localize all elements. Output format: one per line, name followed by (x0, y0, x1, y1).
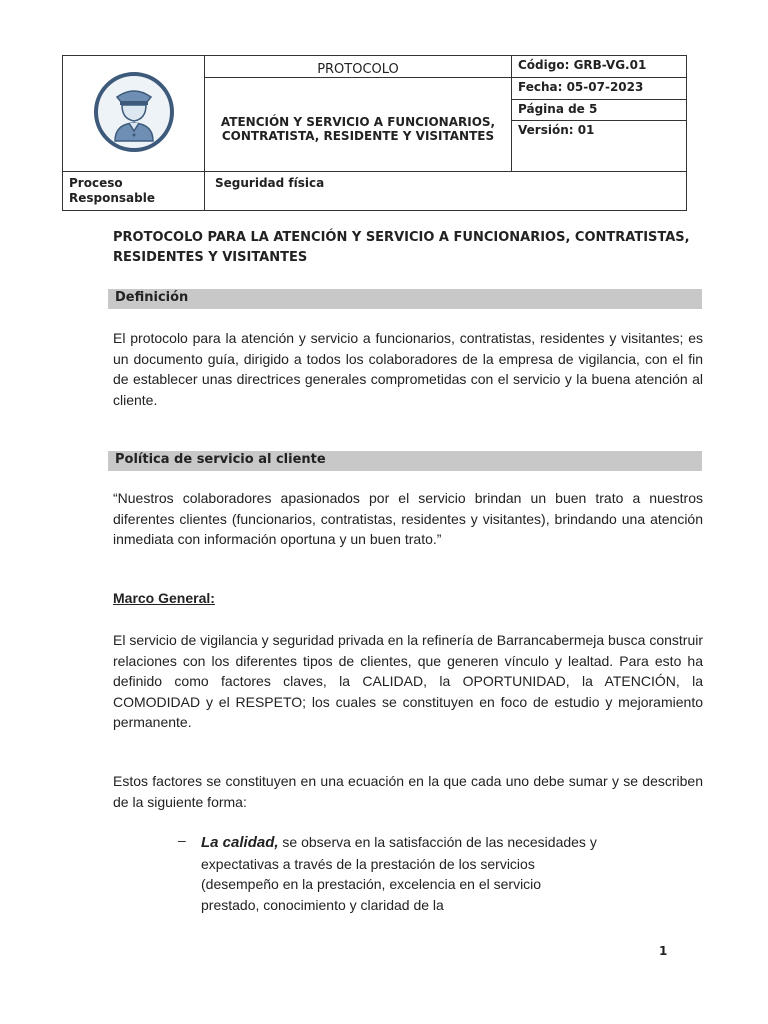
section-heading-definicion: Definición (115, 290, 189, 305)
doc-header-title: ATENCIÓN Y SERVICIO A FUNCIONARIOS, CONTRATISTA, RESIDENTE Y VISITANTES (205, 78, 512, 172)
doc-page: Página de 5 (512, 100, 687, 121)
process-value: Seguridad física (205, 172, 687, 211)
section-heading-marco: Marco General: (113, 590, 215, 606)
bullet-term: La calidad, (201, 834, 279, 851)
definicion-paragraph: El protocolo para la atención y servicio a funcionarios, contratistas, residentes y visitantes; es un documento guía, dirigido a todos los colaboradores de la empresa de vigilancia, con el fin de establecer unas directrices generales comprometidas con el servicio y la buena atención al cliente. (113, 330, 703, 408)
protocol-label: PROTOCOLO (205, 56, 512, 78)
politica-paragraph: “Nuestros colaboradores apasionados por el servicio brindan un buen trato a nuestros diferentes clientes (funcionarios, contratistas, residentes y visitantes), brindando una atención inmediata con información oportuna y un buen trato.” (113, 490, 703, 547)
process-label: Proceso Responsable (63, 172, 205, 211)
header-table (62, 55, 687, 211)
section-bar-definicion (108, 289, 702, 309)
section-heading-politica: Política de servicio al cliente (115, 452, 326, 467)
doc-code: Código: GRB-VG.01 (512, 56, 687, 78)
section-bar-politica (108, 451, 702, 471)
marco-paragraph-1: El servicio de vigilancia y seguridad privada en la refinería de Barrancabermeja busca construir relaciones con los diferentes tipos de clientes, que generen vínculo y lealtad. Para esto ha definido como factores claves, la CALIDAD, la OPORTUNIDAD, la ATENCIÓN, la COMODIDAD y el RESPETO; los cuales se constituyen en foco de estudio y mejoramiento permanente. (113, 632, 703, 730)
bullet-dash: – (178, 832, 186, 848)
security-guard-icon (93, 71, 175, 153)
page-number: 1 (659, 944, 668, 958)
bullet-item-calidad (201, 832, 601, 915)
doc-version: Versión: 01 (512, 121, 687, 172)
doc-date: Fecha: 05-07-2023 (512, 78, 687, 100)
logo-cell (63, 56, 205, 172)
marco-paragraph-2: Estos factores se constituyen en una ecuación en la que cada uno debe sumar y se describen de la siguiente forma: (113, 773, 703, 810)
bullet-description: se observa en la satisfacción de las necesidades y expectativas a través de la prestación de los servicios (desempeño en la prestación, excelencia en el servicio prestado, conocimiento y claridad de la (201, 834, 597, 913)
document-title: PROTOCOLO PARA LA ATENCIÓN Y SERVICIO A FUNCIONARIOS, CONTRATISTAS, RESIDENTES Y VISITANTES (113, 230, 690, 265)
